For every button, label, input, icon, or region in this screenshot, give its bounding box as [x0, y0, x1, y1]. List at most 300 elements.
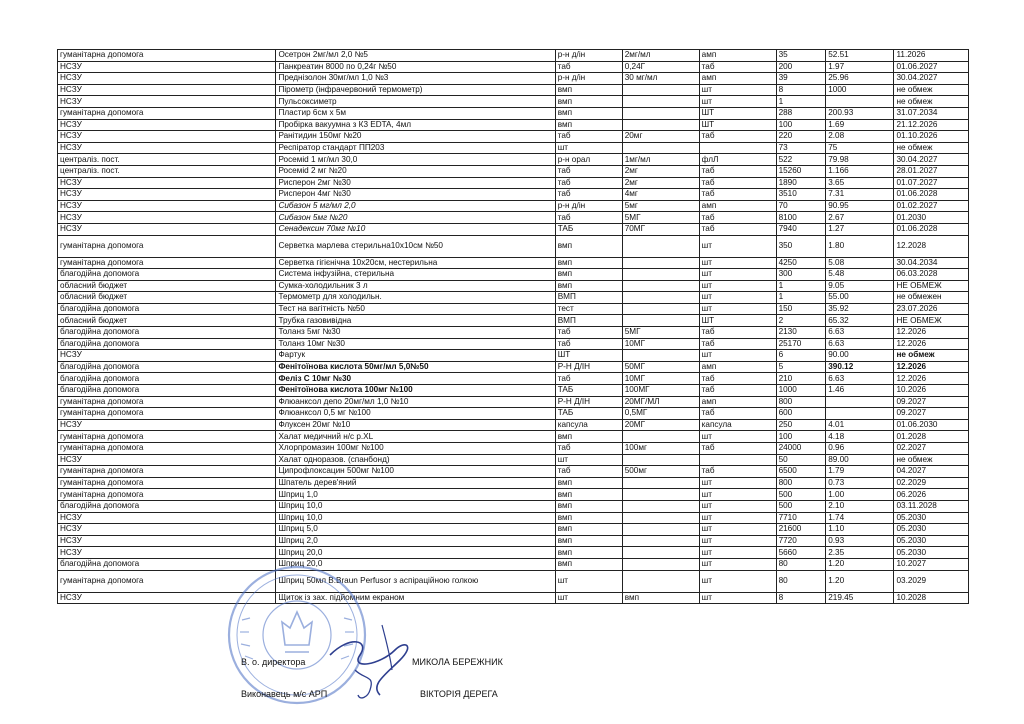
- expiry-cell: не обмеж: [894, 142, 969, 154]
- quantity-cell: 100: [776, 431, 826, 443]
- expiry-cell: 01.06.2027: [894, 61, 969, 73]
- package-cell: шт: [699, 477, 776, 489]
- dose-cell: [622, 84, 699, 96]
- price-cell: [826, 96, 894, 108]
- expiry-cell: 01.02.2027: [894, 200, 969, 212]
- price-cell: 2.08: [826, 131, 894, 143]
- package-cell: таб: [699, 61, 776, 73]
- price-cell: 1.166: [826, 165, 894, 177]
- unit-cell: шт: [555, 570, 622, 592]
- table-row: [58, 73, 969, 85]
- price-cell: 89.00: [826, 454, 894, 466]
- funding-source-cell: благодійна допомога: [58, 361, 276, 373]
- expiry-cell: 12.2028: [894, 235, 969, 257]
- quantity-cell: 21600: [776, 524, 826, 536]
- item-name-cell: Шпатель дерев'яний: [276, 477, 555, 489]
- quantity-cell: 80: [776, 570, 826, 592]
- price-cell: 90.95: [826, 200, 894, 212]
- executor-name: ВІКТОРІЯ ДЕРЕГА: [420, 689, 498, 699]
- dose-cell: 0,5МГ: [622, 408, 699, 420]
- funding-source-cell: НСЗУ: [58, 512, 276, 524]
- price-cell: 7.31: [826, 189, 894, 201]
- expiry-cell: 03.11.2028: [894, 500, 969, 512]
- item-name-cell: Сенадексин 70мг №10: [276, 223, 555, 235]
- table-row: [58, 315, 969, 327]
- director-name: МИКОЛА БЕРЕЖНИК: [412, 657, 503, 667]
- table-row: [58, 235, 969, 257]
- dose-cell: 4мг: [622, 189, 699, 201]
- quantity-cell: 288: [776, 107, 826, 119]
- package-cell: таб: [699, 189, 776, 201]
- expiry-cell: 06.03.2028: [894, 269, 969, 281]
- unit-cell: вмп: [555, 119, 622, 131]
- price-cell: 6.63: [826, 373, 894, 385]
- funding-source-cell: НСЗУ: [58, 592, 276, 604]
- expiry-cell: 02.2029: [894, 477, 969, 489]
- item-name-cell: Хлорпромазин 100мг №100: [276, 443, 555, 455]
- funding-source-cell: НСЗУ: [58, 419, 276, 431]
- funding-source-cell: гуманітарна допомога: [58, 408, 276, 420]
- table-row: [58, 419, 969, 431]
- unit-cell: ТАБ: [555, 223, 622, 235]
- table-row: [58, 489, 969, 501]
- quantity-cell: 3510: [776, 189, 826, 201]
- expiry-cell: 28.01.2027: [894, 165, 969, 177]
- dose-cell: 30 мг/мл: [622, 73, 699, 85]
- unit-cell: таб: [555, 177, 622, 189]
- expiry-cell: 23.07.2026: [894, 303, 969, 315]
- dose-cell: 0,24Г: [622, 61, 699, 73]
- price-cell: 1.79: [826, 466, 894, 478]
- table-row: [58, 280, 969, 292]
- table-row: [58, 408, 969, 420]
- price-cell: 52.51: [826, 50, 894, 62]
- item-name-cell: Пульсоксиметр: [276, 96, 555, 108]
- item-name-cell: Осетрон 2мг/мл 2,0 №5: [276, 50, 555, 62]
- expiry-cell: 04.2027: [894, 466, 969, 478]
- unit-cell: вмп: [555, 84, 622, 96]
- package-cell: шт: [699, 524, 776, 536]
- table-row: [58, 338, 969, 350]
- table-row: [58, 269, 969, 281]
- quantity-cell: 2: [776, 315, 826, 327]
- quantity-cell: 6500: [776, 466, 826, 478]
- item-name-cell: Флюанксол 0,5 мг №100: [276, 408, 555, 420]
- funding-source-cell: гуманітарна допомога: [58, 235, 276, 257]
- price-cell: 1.20: [826, 570, 894, 592]
- quantity-cell: 1: [776, 292, 826, 304]
- quantity-cell: 8: [776, 592, 826, 604]
- quantity-cell: 6: [776, 350, 826, 362]
- dose-cell: [622, 477, 699, 489]
- quantity-cell: 300: [776, 269, 826, 281]
- expiry-cell: 05.2030: [894, 512, 969, 524]
- price-cell: 25.96: [826, 73, 894, 85]
- dose-cell: [622, 280, 699, 292]
- item-name-cell: Рисперон 2мг №30: [276, 177, 555, 189]
- price-cell: 6.63: [826, 338, 894, 350]
- table-row: [58, 131, 969, 143]
- funding-source-cell: гуманітарна допомога: [58, 431, 276, 443]
- unit-cell: вмп: [555, 512, 622, 524]
- funding-source-cell: НСЗУ: [58, 96, 276, 108]
- table-row: [58, 212, 969, 224]
- quantity-cell: 1: [776, 96, 826, 108]
- quantity-cell: 7720: [776, 535, 826, 547]
- package-cell: шт: [699, 280, 776, 292]
- quantity-cell: 15260: [776, 165, 826, 177]
- quantity-cell: 250: [776, 419, 826, 431]
- quantity-cell: 25170: [776, 338, 826, 350]
- funding-source-cell: гуманітарна допомога: [58, 477, 276, 489]
- quantity-cell: 800: [776, 396, 826, 408]
- funding-source-cell: НСЗУ: [58, 350, 276, 362]
- funding-source-cell: НСЗУ: [58, 119, 276, 131]
- funding-source-cell: обласний бюджет: [58, 280, 276, 292]
- package-cell: шт: [699, 292, 776, 304]
- table-row: [58, 61, 969, 73]
- package-cell: шт: [699, 570, 776, 592]
- dose-cell: 10МГ: [622, 338, 699, 350]
- inventory-table-body: [58, 50, 969, 604]
- unit-cell: ВМП: [555, 292, 622, 304]
- package-cell: капсула: [699, 419, 776, 431]
- item-name-cell: Толанз 10мг №30: [276, 338, 555, 350]
- expiry-cell: не обмеж: [894, 96, 969, 108]
- table-row: [58, 84, 969, 96]
- expiry-cell: 12.2026: [894, 361, 969, 373]
- unit-cell: таб: [555, 443, 622, 455]
- funding-source-cell: обласний бюджет: [58, 292, 276, 304]
- quantity-cell: 522: [776, 154, 826, 166]
- dose-cell: [622, 512, 699, 524]
- unit-cell: вмп: [555, 431, 622, 443]
- expiry-cell: 21.12.2026: [894, 119, 969, 131]
- table-row: [58, 431, 969, 443]
- expiry-cell: 01.06.2028: [894, 189, 969, 201]
- package-cell: [699, 454, 776, 466]
- item-name-cell: Серветка марлева стерильна10х10см №50: [276, 235, 555, 257]
- dose-cell: [622, 303, 699, 315]
- funding-source-cell: благодійна допомога: [58, 373, 276, 385]
- item-name-cell: Росеміd 2 мг №20: [276, 165, 555, 177]
- price-cell: 1.20: [826, 558, 894, 570]
- quantity-cell: 39: [776, 73, 826, 85]
- price-cell: 4.18: [826, 431, 894, 443]
- expiry-cell: НЕ ОБМЕЖ: [894, 280, 969, 292]
- item-name-cell: Толанз 5мг №30: [276, 327, 555, 339]
- funding-source-cell: НСЗУ: [58, 189, 276, 201]
- quantity-cell: 800: [776, 477, 826, 489]
- dose-cell: [622, 235, 699, 257]
- table-row: [58, 189, 969, 201]
- unit-cell: ВМП: [555, 315, 622, 327]
- dose-cell: 5МГ: [622, 212, 699, 224]
- dose-cell: 5мг: [622, 200, 699, 212]
- funding-source-cell: НСЗУ: [58, 535, 276, 547]
- unit-cell: вмп: [555, 558, 622, 570]
- dose-cell: [622, 269, 699, 281]
- item-name-cell: Респіратор стандарт ПП203: [276, 142, 555, 154]
- price-cell: 90.00: [826, 350, 894, 362]
- funding-source-cell: гуманітарна допомога: [58, 50, 276, 62]
- dose-cell: вмп: [622, 592, 699, 604]
- unit-cell: вмп: [555, 477, 622, 489]
- quantity-cell: 50: [776, 454, 826, 466]
- expiry-cell: 01.10.2026: [894, 131, 969, 143]
- quantity-cell: 100: [776, 119, 826, 131]
- package-cell: таб: [699, 177, 776, 189]
- expiry-cell: 30.04.2034: [894, 257, 969, 269]
- unit-cell: р-н д/ін: [555, 73, 622, 85]
- table-row: [58, 385, 969, 397]
- expiry-cell: 05.2030: [894, 524, 969, 536]
- package-cell: шт: [699, 257, 776, 269]
- price-cell: 390.12: [826, 361, 894, 373]
- funding-source-cell: НСЗУ: [58, 61, 276, 73]
- expiry-cell: 02.2027: [894, 443, 969, 455]
- funding-source-cell: НСЗУ: [58, 454, 276, 466]
- price-cell: 5.08: [826, 257, 894, 269]
- package-cell: ШТ: [699, 107, 776, 119]
- package-cell: таб: [699, 373, 776, 385]
- table-row: [58, 524, 969, 536]
- table-row: [58, 96, 969, 108]
- price-cell: 2.35: [826, 547, 894, 559]
- unit-cell: таб: [555, 338, 622, 350]
- package-cell: таб: [699, 131, 776, 143]
- dose-cell: 1мг/мл: [622, 154, 699, 166]
- package-cell: амп: [699, 361, 776, 373]
- expiry-cell: 06.2026: [894, 489, 969, 501]
- unit-cell: вмп: [555, 269, 622, 281]
- unit-cell: шт: [555, 142, 622, 154]
- item-name-cell: Шприц 10,0: [276, 512, 555, 524]
- unit-cell: вмп: [555, 500, 622, 512]
- table-row: [58, 154, 969, 166]
- item-name-cell: Шприц 2,0: [276, 535, 555, 547]
- quantity-cell: 1000: [776, 385, 826, 397]
- package-cell: таб: [699, 408, 776, 420]
- expiry-cell: 30.04.2027: [894, 154, 969, 166]
- table-row: [58, 547, 969, 559]
- expiry-cell: 03.2029: [894, 570, 969, 592]
- item-name-cell: Сибазон 5 мг/мл 2,0: [276, 200, 555, 212]
- dose-cell: [622, 96, 699, 108]
- table-row: [58, 558, 969, 570]
- item-name-cell: Система інфузійна, стерильна: [276, 269, 555, 281]
- table-row: [58, 466, 969, 478]
- price-cell: 0.73: [826, 477, 894, 489]
- quantity-cell: 73: [776, 142, 826, 154]
- package-cell: шт: [699, 547, 776, 559]
- table-row: [58, 500, 969, 512]
- package-cell: шт: [699, 535, 776, 547]
- funding-source-cell: обласний бюджет: [58, 315, 276, 327]
- inventory-sheet: [57, 49, 969, 604]
- quantity-cell: 220: [776, 131, 826, 143]
- table-row: [58, 373, 969, 385]
- expiry-cell: 31.07.2034: [894, 107, 969, 119]
- item-name-cell: Халат одноразов. (спанбонд): [276, 454, 555, 466]
- funding-source-cell: гуманітарна допомога: [58, 107, 276, 119]
- unit-cell: р-н д/ін: [555, 50, 622, 62]
- item-name-cell: Ранітидин 150мг №20: [276, 131, 555, 143]
- item-name-cell: Щиток із зах. підйомним екраном: [276, 592, 555, 604]
- executor-label: Виконавець м/с АРП: [241, 689, 328, 699]
- price-cell: 1.00: [826, 489, 894, 501]
- dose-cell: [622, 350, 699, 362]
- package-cell: амп: [699, 396, 776, 408]
- quantity-cell: 35: [776, 50, 826, 62]
- expiry-cell: 12.2026: [894, 338, 969, 350]
- package-cell: шт: [699, 558, 776, 570]
- table-row: [58, 177, 969, 189]
- expiry-cell: 05.2030: [894, 547, 969, 559]
- package-cell: таб: [699, 385, 776, 397]
- item-name-cell: Шприц 20,0: [276, 547, 555, 559]
- quantity-cell: 5: [776, 361, 826, 373]
- item-name-cell: Фенітоїнова кислота 100мг №100: [276, 385, 555, 397]
- expiry-cell: 01.06.2030: [894, 419, 969, 431]
- quantity-cell: 7710: [776, 512, 826, 524]
- price-cell: 35.92: [826, 303, 894, 315]
- table-row: [58, 350, 969, 362]
- quantity-cell: 8: [776, 84, 826, 96]
- funding-source-cell: благодійна допомога: [58, 385, 276, 397]
- quantity-cell: 8100: [776, 212, 826, 224]
- expiry-cell: не обмеж: [894, 454, 969, 466]
- unit-cell: таб: [555, 327, 622, 339]
- quantity-cell: 7940: [776, 223, 826, 235]
- dose-cell: [622, 500, 699, 512]
- item-name-cell: Ципрофлоксацин 500мг №100: [276, 466, 555, 478]
- unit-cell: таб: [555, 466, 622, 478]
- price-cell: 1.27: [826, 223, 894, 235]
- unit-cell: вмп: [555, 535, 622, 547]
- package-cell: шт: [699, 96, 776, 108]
- quantity-cell: 500: [776, 489, 826, 501]
- quantity-cell: 200: [776, 61, 826, 73]
- dose-cell: [622, 292, 699, 304]
- funding-source-cell: централіз. пост.: [58, 165, 276, 177]
- price-cell: 4.01: [826, 419, 894, 431]
- package-cell: амп: [699, 50, 776, 62]
- unit-cell: Р-Н Д/ІН: [555, 361, 622, 373]
- table-row: [58, 512, 969, 524]
- expiry-cell: 12.2026: [894, 327, 969, 339]
- table-row: [58, 443, 969, 455]
- dose-cell: 20мг: [622, 131, 699, 143]
- item-name-cell: Преднізолон 30мг/мл 1,0 №3: [276, 73, 555, 85]
- price-cell: 1.80: [826, 235, 894, 257]
- price-cell: 5.48: [826, 269, 894, 281]
- item-name-cell: Фенітоїнова кислота 50мг/мл 5,0№50: [276, 361, 555, 373]
- unit-cell: шт: [555, 592, 622, 604]
- item-name-cell: Сумка-холодильник 3 л: [276, 280, 555, 292]
- table-row: [58, 327, 969, 339]
- funding-source-cell: гуманітарна допомога: [58, 570, 276, 592]
- funding-source-cell: гуманітарна допомога: [58, 396, 276, 408]
- dose-cell: 5МГ: [622, 327, 699, 339]
- price-cell: 219.45: [826, 592, 894, 604]
- expiry-cell: не обмежен: [894, 292, 969, 304]
- funding-source-cell: благодійна допомога: [58, 269, 276, 281]
- funding-source-cell: благодійна допомога: [58, 500, 276, 512]
- unit-cell: вмп: [555, 280, 622, 292]
- item-name-cell: Пробірка вакуумна з К3 EDTA, 4мл: [276, 119, 555, 131]
- unit-cell: вмп: [555, 96, 622, 108]
- dose-cell: 10МГ: [622, 373, 699, 385]
- package-cell: таб: [699, 212, 776, 224]
- unit-cell: таб: [555, 165, 622, 177]
- price-cell: 1.74: [826, 512, 894, 524]
- dose-cell: 500мг: [622, 466, 699, 478]
- package-cell: флЛ: [699, 154, 776, 166]
- expiry-cell: 01.2028: [894, 431, 969, 443]
- expiry-cell: не обмеж: [894, 84, 969, 96]
- dose-cell: 20МГ: [622, 419, 699, 431]
- dose-cell: 100МГ: [622, 385, 699, 397]
- dose-cell: [622, 142, 699, 154]
- package-cell: таб: [699, 466, 776, 478]
- item-name-cell: Флюанксол депо 20мг/мл 1,0 №10: [276, 396, 555, 408]
- dose-cell: 2мг: [622, 165, 699, 177]
- unit-cell: капсула: [555, 419, 622, 431]
- quantity-cell: 80: [776, 558, 826, 570]
- unit-cell: тест: [555, 303, 622, 315]
- dose-cell: 2мг/мл: [622, 50, 699, 62]
- quantity-cell: 1: [776, 280, 826, 292]
- item-name-cell: Трубка газовивідна: [276, 315, 555, 327]
- quantity-cell: 150: [776, 303, 826, 315]
- table-row: [58, 396, 969, 408]
- price-cell: 6.63: [826, 327, 894, 339]
- quantity-cell: 4250: [776, 257, 826, 269]
- funding-source-cell: НСЗУ: [58, 84, 276, 96]
- table-row: [58, 570, 969, 592]
- unit-cell: ШТ: [555, 350, 622, 362]
- dose-cell: 50МГ: [622, 361, 699, 373]
- funding-source-cell: НСЗУ: [58, 177, 276, 189]
- table-row: [58, 361, 969, 373]
- expiry-cell: не обмеж: [894, 350, 969, 362]
- dose-cell: [622, 535, 699, 547]
- table-row: [58, 535, 969, 547]
- price-cell: 0.96: [826, 443, 894, 455]
- dose-cell: 2мг: [622, 177, 699, 189]
- dose-cell: [622, 431, 699, 443]
- quantity-cell: 24000: [776, 443, 826, 455]
- expiry-cell: 12.2026: [894, 373, 969, 385]
- package-cell: таб: [699, 443, 776, 455]
- funding-source-cell: гуманітарна допомога: [58, 257, 276, 269]
- price-cell: 55.00: [826, 292, 894, 304]
- funding-source-cell: благодійна допомога: [58, 558, 276, 570]
- price-cell: 79.98: [826, 154, 894, 166]
- price-cell: [826, 396, 894, 408]
- unit-cell: таб: [555, 212, 622, 224]
- package-cell: шт: [699, 489, 776, 501]
- expiry-cell: 01.2030: [894, 212, 969, 224]
- dose-cell: [622, 315, 699, 327]
- funding-source-cell: благодійна допомога: [58, 327, 276, 339]
- table-row: [58, 592, 969, 604]
- director-label: В. о. директора: [241, 657, 306, 667]
- expiry-cell: 01.06.2028: [894, 223, 969, 235]
- item-name-cell: Панкреатин 8000 по 0,24г №50: [276, 61, 555, 73]
- quantity-cell: 350: [776, 235, 826, 257]
